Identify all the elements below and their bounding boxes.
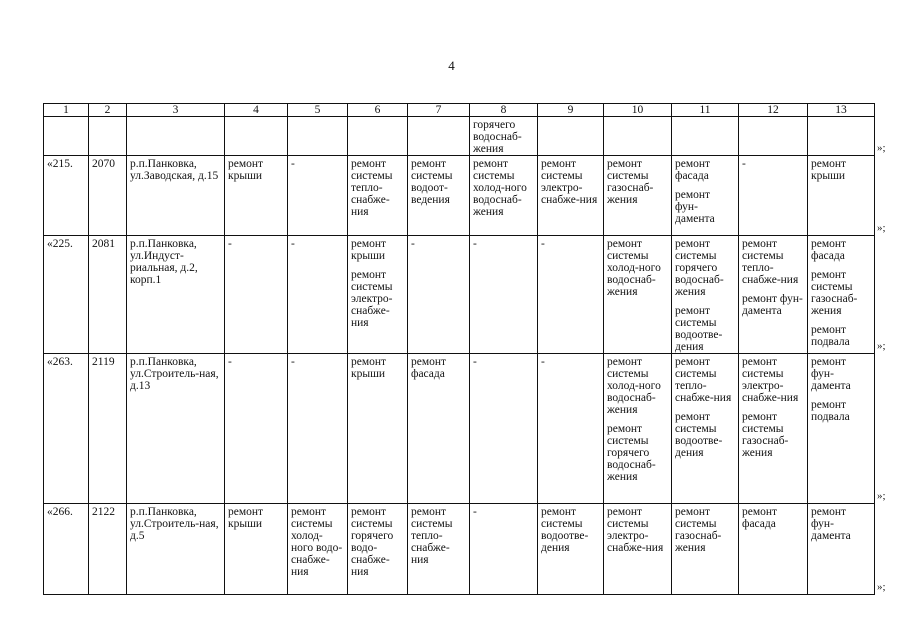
column-header: 5	[288, 104, 348, 117]
table-cell	[808, 117, 875, 156]
work-item: ремонт системы водоот-ведения	[411, 158, 453, 206]
table-cell	[808, 236, 875, 354]
repair-schedule-table	[43, 103, 875, 595]
table-row	[44, 354, 875, 504]
work-item: ремонт системы водоотве-дения	[675, 411, 723, 459]
row-number: «263.	[44, 354, 89, 504]
table-cell	[44, 117, 89, 156]
work-item: ремонт подвала	[811, 399, 850, 423]
column-header: 8	[470, 104, 538, 117]
table-cell	[348, 117, 408, 156]
building-code: 2122	[89, 504, 127, 595]
building-code: 2119	[89, 354, 127, 504]
row-end-quote: »;	[877, 221, 886, 234]
table-cell	[408, 354, 470, 504]
column-header: 3	[127, 104, 225, 117]
table-cell	[288, 117, 348, 156]
work-item: ремонт фун-дамента	[811, 506, 851, 542]
table-cell: -	[538, 236, 604, 354]
work-item: ремонт системы водоотве-дения	[675, 305, 723, 353]
table-cell	[672, 236, 739, 354]
work-item: ремонт крыши	[351, 238, 387, 262]
table-cell: -	[225, 236, 288, 354]
building-code: 2081	[89, 236, 127, 354]
work-item: ремонт системы тепло-снабже-ния	[411, 506, 453, 566]
table-cell	[808, 354, 875, 504]
table-cell	[348, 354, 408, 504]
table-cell	[808, 156, 875, 236]
table-cell	[604, 156, 672, 236]
table-cell	[672, 354, 739, 504]
table-cell	[808, 504, 875, 595]
work-item: ремонт системы водоотве-дения	[541, 506, 589, 554]
work-item: ремонт системы газоснаб-жения	[742, 411, 789, 459]
table-cell	[672, 156, 739, 236]
column-header: 7	[408, 104, 470, 117]
table-cell	[739, 354, 808, 504]
work-item: ремонт системы тепло-снабже-ния	[675, 356, 732, 404]
table-cell	[225, 117, 288, 156]
work-item: ремонт системы тепло-снабже-ния	[742, 238, 799, 286]
table-cell	[408, 504, 470, 595]
column-header: 13	[808, 104, 875, 117]
table-cell	[538, 117, 604, 156]
work-item: ремонт системы холод-ного водо-снабже-ния	[291, 506, 343, 578]
column-header: 1	[44, 104, 89, 117]
work-item: ремонт крыши	[228, 158, 264, 182]
row-number: «266.	[44, 504, 89, 595]
continuation-row	[44, 117, 875, 156]
building-address: р.п.Панковка, ул.Заводская, д.15	[127, 156, 225, 236]
work-item: ремонт системы горячего водоснаб-жения	[607, 423, 656, 483]
table-cell	[739, 117, 808, 156]
table-cell	[470, 156, 538, 236]
work-item: ремонт системы электро-снабже-ния	[607, 506, 664, 554]
table-cell	[89, 117, 127, 156]
work-item: ремонт системы горячего водоснаб-жения	[675, 238, 724, 298]
work-item: ремонт крыши	[228, 506, 264, 530]
table-cell	[225, 156, 288, 236]
page-number: 4	[448, 58, 455, 73]
table-cell	[739, 236, 808, 354]
table-row	[44, 156, 875, 236]
table-cell	[348, 504, 408, 595]
table-cell	[604, 117, 672, 156]
building-address: р.п.Панковка, ул.Строитель-ная, д.13	[127, 354, 225, 504]
table-cell	[408, 156, 470, 236]
table-cell: -	[408, 236, 470, 354]
building-address: р.п.Панковка, ул.Индуст-риальная, д.2, корп.1	[127, 236, 225, 354]
work-item: ремонт фасада	[411, 356, 447, 380]
work-item: ремонт системы газоснаб-жения	[607, 158, 654, 206]
table-cell: -	[538, 354, 604, 504]
table-row	[44, 236, 875, 354]
work-item: ремонт фасада	[742, 506, 778, 530]
work-item: ремонт системы электро-снабже-ния	[541, 158, 598, 206]
row-end-quote: »;	[877, 339, 886, 352]
column-header: 2	[89, 104, 127, 117]
work-item: ремонт фасада	[675, 158, 711, 182]
work-item: ремонт системы газоснаб-жения	[811, 269, 858, 317]
work-item: горячего водоснаб-жения	[473, 119, 522, 155]
work-item: ремонт системы холод-ного водоснаб-жения	[607, 356, 661, 416]
column-header: 11	[672, 104, 739, 117]
work-item: ремонт подвала	[811, 324, 850, 348]
table-cell: -	[470, 236, 538, 354]
work-item: ремонт фун-дамента	[742, 293, 803, 317]
row-end-quote: »;	[877, 489, 886, 502]
column-header: 12	[739, 104, 808, 117]
row-number: «215.	[44, 156, 89, 236]
work-item: ремонт крыши	[351, 356, 387, 380]
column-header: 6	[348, 104, 408, 117]
row-number: «225.	[44, 236, 89, 354]
row-end-quote: »;	[877, 141, 886, 154]
building-address: р.п.Панковка, ул.Строитель-ная, д.5	[127, 504, 225, 595]
row-end-quote: »;	[877, 580, 886, 593]
work-item: ремонт системы холод-ного водоснаб-жения	[607, 238, 661, 298]
table-cell	[408, 117, 470, 156]
table-cell: -	[470, 354, 538, 504]
table-cell	[348, 236, 408, 354]
table-cell	[538, 156, 604, 236]
table-cell	[538, 504, 604, 595]
work-item: ремонт фасада	[811, 238, 847, 262]
table-cell	[225, 504, 288, 595]
work-item: ремонт системы холод-ного водоснаб-жения	[473, 158, 527, 218]
table-cell	[348, 156, 408, 236]
work-item: ремонт фун-дамента	[811, 356, 851, 392]
table-body	[44, 117, 875, 595]
work-item: ремонт системы электро-снабже-ния	[742, 356, 799, 404]
table-cell: -	[288, 156, 348, 236]
table-cell: -	[288, 236, 348, 354]
table-cell	[470, 117, 538, 156]
table-cell	[604, 354, 672, 504]
work-item: ремонт системы тепло-снабже-ния	[351, 158, 393, 218]
work-item: ремонт системы газоснаб-жения	[675, 506, 722, 554]
table-cell: -	[470, 504, 538, 595]
table-cell	[604, 504, 672, 595]
column-number-header-row	[44, 104, 875, 117]
work-item: ремонт фун-дамента	[675, 189, 715, 225]
table-cell	[288, 504, 348, 595]
table-cell: -	[225, 354, 288, 504]
work-item: ремонт крыши	[811, 158, 847, 182]
column-header: 9	[538, 104, 604, 117]
table-cell	[672, 117, 739, 156]
table-cell	[739, 504, 808, 595]
column-header: 10	[604, 104, 672, 117]
table-cell: -	[288, 354, 348, 504]
table-cell	[672, 504, 739, 595]
work-item: ремонт системы горячего водо-снабже-ния	[351, 506, 394, 578]
table-row	[44, 504, 875, 595]
work-item: ремонт системы электро-снабже-ния	[351, 269, 393, 329]
building-code: 2070	[89, 156, 127, 236]
table-cell	[604, 236, 672, 354]
table-cell	[127, 117, 225, 156]
table-cell: -	[739, 156, 808, 236]
column-header: 4	[225, 104, 288, 117]
